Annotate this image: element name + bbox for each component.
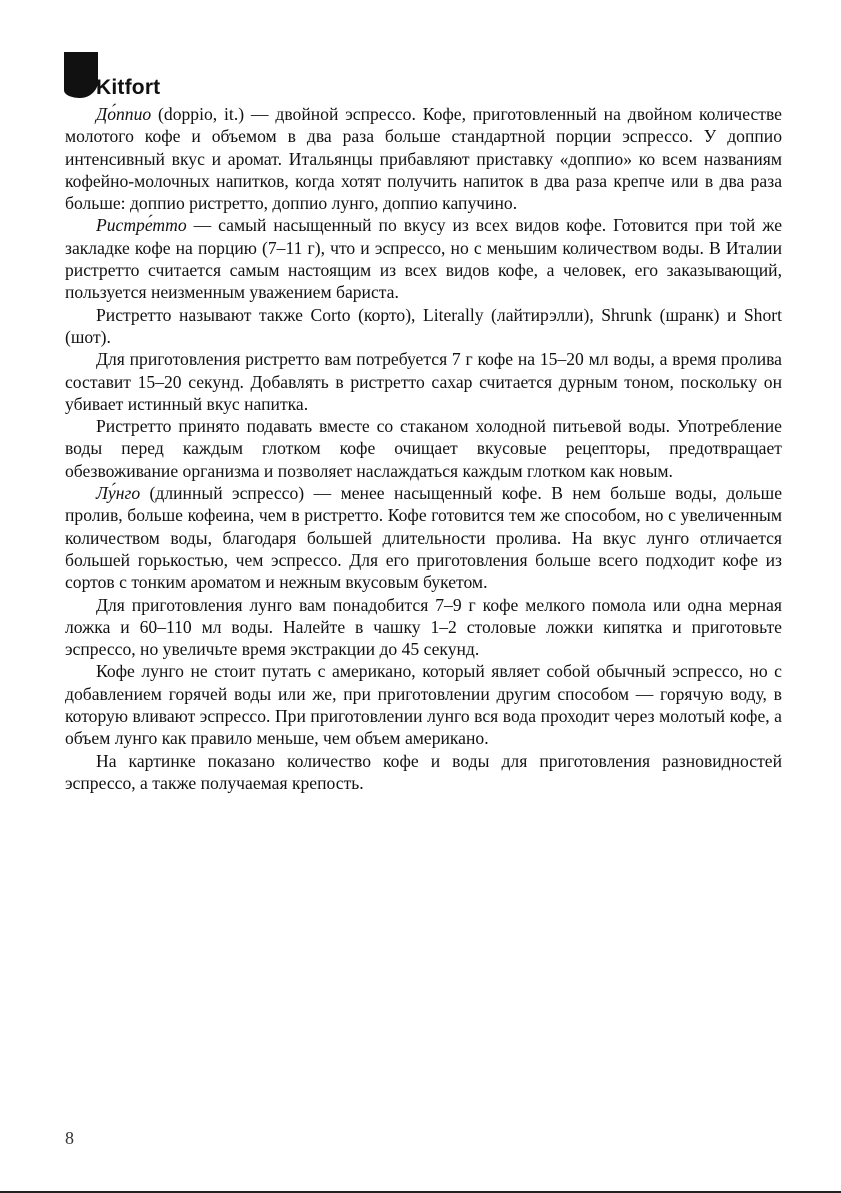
paragraph xyxy=(65,660,782,749)
article-body xyxy=(65,103,782,794)
paragraph xyxy=(65,103,782,214)
paragraph xyxy=(65,482,782,593)
paragraph-text: Ристретто называют также Corto (корто), Literally (лайтирэлли), Shrunk (шранк) и Short (шот). xyxy=(65,304,782,347)
paragraph-text: (длинный эспрессо) — менее насыщенный кофе. В нем больше воды, дольше пролив, больше кофеина, чем в ристретто. Кофе готовится тем же способом, но с увеличенным количеством воды, благодаря большей длительности пролива. На вкус лунго отличается большей горькостью, чем эспрессо. Для его приготовления больше всего подходит кофе из сортов с тонким ароматом и нежным вкусовым букетом. xyxy=(65,483,782,593)
paragraph xyxy=(65,214,782,303)
term-doppio: До́ппио xyxy=(96,104,152,124)
brand-name: Kitfort xyxy=(96,76,161,99)
kitfort-logo-icon xyxy=(64,52,98,98)
term-lungo: Лу́нго xyxy=(96,483,141,504)
paragraph-text: (doppio, it.) — двойной эспрессо. Кофе, приготовленный на двойном количестве молотого кофе и объемом в два раза больше стандартной порции эспрессо. У доппио интенсивный вкус и аромат. Итальянцы прибавляют приставку «доппио» ко всем названиям кофейно-молочных напитков, когда хотят получить напиток в два раза крепче или в два раза больше: доппио ристретто, доппио лунго, доппио капучино. xyxy=(65,104,782,214)
paragraph-text: На картинке показано количество кофе и воды для приготовления разновидностей эспрессо, а также получаемая крепость. xyxy=(65,750,782,793)
paragraph-text: Для приготовления ристретто вам потребуется 7 г кофе на 15–20 мл воды, а время пролива составит 15–20 секунд. Добавлять в ристретто сахар считается дурным тоном, поскольку он убивает истинный вкус напитка. xyxy=(65,349,782,414)
paragraph xyxy=(65,304,782,349)
paragraph xyxy=(65,594,782,661)
paragraph-text: Для приготовления лунго вам понадобится 7–9 г кофе мелкого помола или одна мерная ложка и 60–110 мл воды. Налейте в чашку 1–2 столовые ложки кипятка и приготовьте эспрессо, но увеличьте время экстракции до 45 секунд. xyxy=(65,594,782,660)
paragraph-text: Кофе лунго не стоит путать с американо, который являет собой обычный эспрессо, но с добавлением горячей воды или же, при приготовлении другим способом — горячую воду, в которую вливают эспрессо. При приготовлении лунго вся вода проходит через молотый кофе, а объем лунго как правило меньше, чем объем американо. xyxy=(65,661,782,749)
page-number: 8 xyxy=(65,1128,74,1148)
paragraph-text: — самый насыщенный по вкусу из всех видов кофе. Готовится при той же закладке кофе на порцию (7–11 г), что и эспрессо, но с меньшим количеством воды. В Италии ристретто считается самым настоящим из всех видов кофе, а человек, его заказывающий, пользуется неизменным уважением бариста. xyxy=(65,215,782,303)
brand-logo xyxy=(64,52,160,98)
paragraph xyxy=(65,415,782,482)
paragraph xyxy=(65,348,782,415)
paragraph xyxy=(65,750,782,795)
term-ristretto: Ристре́тто xyxy=(96,215,187,236)
paragraph-text: Ристретто принято подавать вместе со стаканом холодной питьевой воды. Употребление воды перед каждым глотком кофе очищает вкусовые рецепторы, предотвращает обезвоживание организма и позволяет наслаждаться каждым глотком как новым. xyxy=(65,416,782,481)
